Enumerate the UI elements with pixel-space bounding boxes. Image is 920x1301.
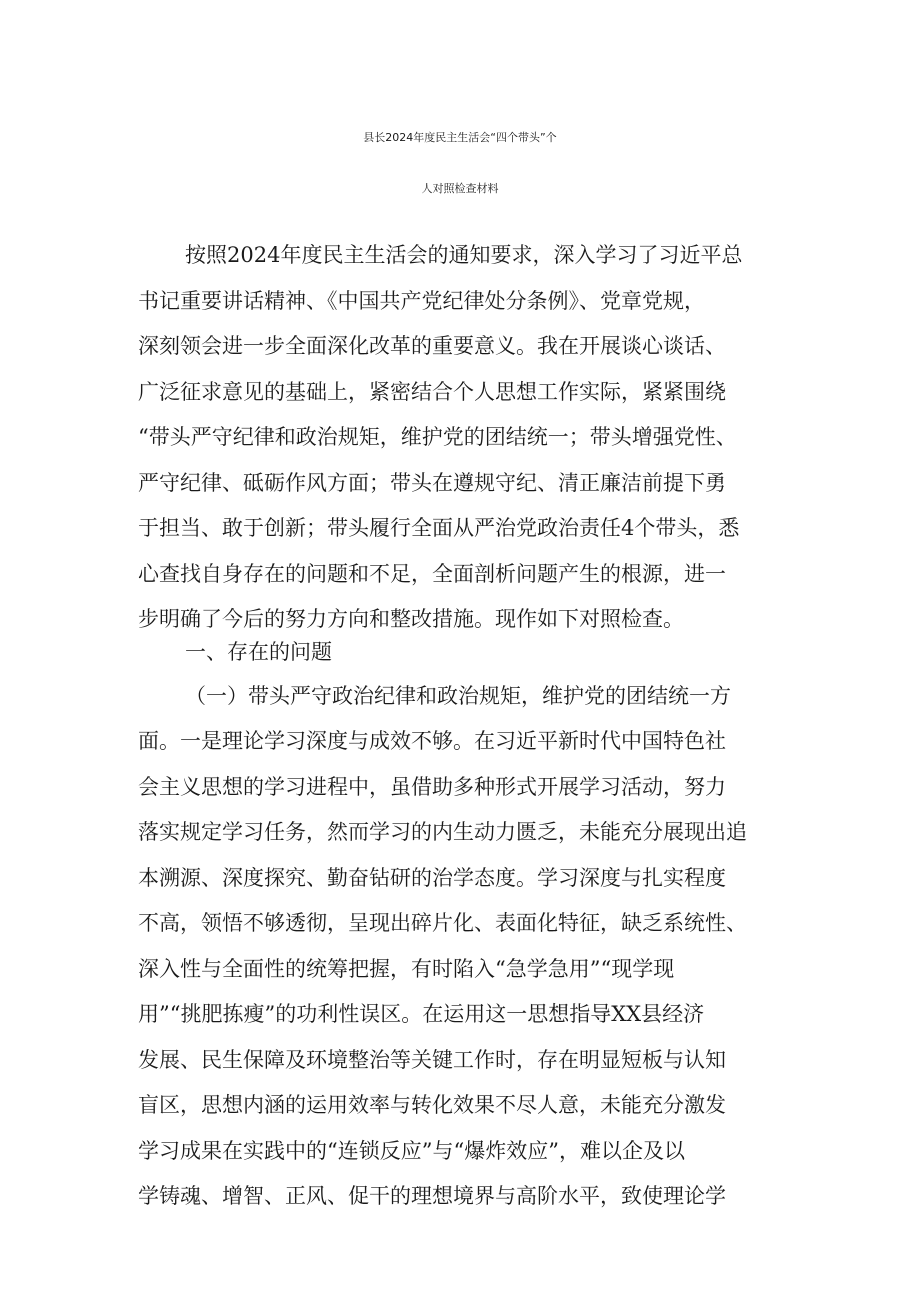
body-line: 不高，领悟不够透彻，呈现出碎片化、表面化特征，缺乏系统性、 [138,911,747,935]
intro-line: 按照2024年度民主生活会的通知要求，深入学习了习近平总 [185,243,743,267]
body-line: 用”“挑肥拣瘦”的功利性误区。在运用这一思想指导XX县经济 [138,1002,705,1026]
intro-line: 严守纪律、砥砺作风方面；带头在遵规守纪、清正廉洁前提下勇 [138,471,726,495]
document-title-line-2: 人对照检查材料 [421,182,499,195]
body-line: 学习成果在实践中的“连锁反应”与“爆炸效应”，难以企及以 [138,1139,685,1163]
body-line: 深入性与全面性的统筹把握，有时陷入“急学急用”“现学现 [138,957,675,981]
intro-line: 深刻领会进一步全面深化改革的重要意义。我在开展谈心谈话、 [138,334,726,358]
body-line: 盲区，思想内涵的运用效率与转化效果不尽人意，未能充分激发 [138,1093,726,1117]
intro-line: 广泛征求意见的基础上，紧密结合个人思想工作实际，紧紧围绕 [138,380,726,404]
body-line: 学铸魂、增智、正风、促干的理想境界与高阶水平，致使理论学 [138,1184,726,1208]
body-line: 落实规定学习任务，然而学习的内生动力匮乏，未能充分展现出追 [138,820,747,844]
body-line: 会主义思想的学习进程中，虽借助多种形式开展学习活动，努力 [138,775,726,799]
intro-line: “带头严守纪律和政治规矩，维护党的团结统一；带头增强党性、 [138,425,737,449]
intro-line: 于担当、敢于创新；带头履行全面从严治党政治责任4个带头，悉 [138,516,740,540]
document-title-line-1: 县长2024年度民主生活会“四个带头”个 [363,131,557,144]
intro-line: 步明确了今后的努力方向和整改措施。现作如下对照检查。 [138,607,684,631]
body-line: 发展、民生保障及环境整治等关键工作时，存在明显短板与认知 [138,1048,726,1072]
intro-line: 书记重要讲话精神、《中国共产党纪律处分条例》、党章党规， [138,289,705,313]
intro-line: 心查找自身存在的问题和不足，全面剖析问题产生的根源，进一 [138,562,726,586]
section-heading: 一、存在的问题 [185,640,332,664]
body-line: 本溯源、深度探究、勤奋钻研的治学态度。学习深度与扎实程度 [138,866,726,890]
body-line: （一）带头严守政治纪律和政治规矩，维护党的团结统一方 [185,684,731,708]
body-line: 面。一是理论学习深度与成效不够。在习近平新时代中国特色社 [138,729,726,753]
